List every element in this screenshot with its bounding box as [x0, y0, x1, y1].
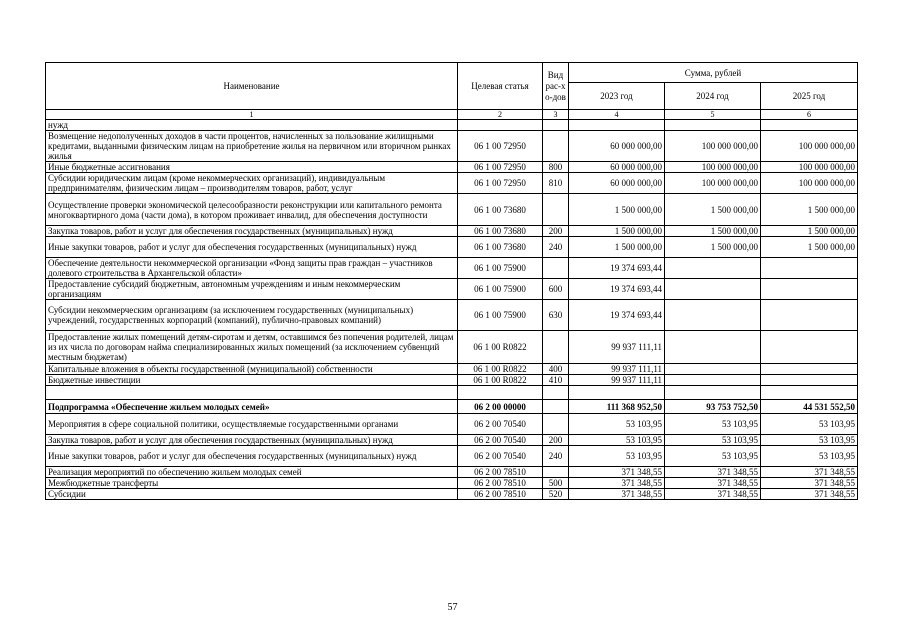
- row-expense-kind: 240: [543, 237, 569, 258]
- table-body: [46, 120, 858, 500]
- table-row: [46, 446, 858, 467]
- row-sum-2025: 371 348,55: [761, 478, 858, 489]
- page-number: 57: [447, 602, 458, 613]
- row-target-article: [458, 120, 543, 131]
- row-expense-kind: [543, 386, 569, 400]
- row-sum-2023: 99 937 111,11: [569, 331, 665, 364]
- row-sum-2023: 19 374 693,44: [569, 258, 665, 279]
- row-sum-2023: 99 937 111,11: [569, 364, 665, 375]
- row-target-article: 06 2 00 78510: [458, 478, 543, 489]
- row-expense-kind: 240: [543, 446, 569, 467]
- header-year-2025: 2025 год: [761, 83, 858, 110]
- row-sum-2023: 371 348,55: [569, 467, 665, 478]
- row-sum-2023: 99 937 111,11: [569, 375, 665, 386]
- row-sum-2024: [665, 300, 761, 331]
- row-expense-kind: 520: [543, 489, 569, 500]
- row-expense-kind: [543, 467, 569, 478]
- row-expense-kind: 810: [543, 173, 569, 194]
- row-expense-kind: [543, 414, 569, 435]
- row-sum-2024: [665, 258, 761, 279]
- table-row: [46, 226, 858, 237]
- row-name: Капитальные вложения в объекты государственной (муниципальной) собственности: [46, 364, 458, 375]
- row-expense-kind: 200: [543, 435, 569, 446]
- header-expense-kind: Вид рас-хо-дов: [543, 63, 569, 110]
- row-expense-kind: [543, 194, 569, 226]
- row-sum-2023: 19 374 693,44: [569, 279, 665, 300]
- column-number: 2: [458, 110, 543, 120]
- row-sum-2024: 100 000 000,00: [665, 173, 761, 194]
- row-name: Иные закупки товаров, работ и услуг для обеспечения государственных (муниципальных) нужд: [46, 237, 458, 258]
- table-row: [46, 435, 858, 446]
- row-target-article: 06 1 00 73680: [458, 237, 543, 258]
- row-expense-kind: 200: [543, 226, 569, 237]
- table-row: [46, 478, 858, 489]
- row-sum-2025: 100 000 000,00: [761, 131, 858, 162]
- header-sum: Сумма, рублей: [569, 63, 858, 83]
- row-name: Закупка товаров, работ и услуг для обеспечения государственных (муниципальных) нужд: [46, 435, 458, 446]
- row-sum-2025: 371 348,55: [761, 489, 858, 500]
- row-sum-2025: 53 103,95: [761, 446, 858, 467]
- column-number: 5: [665, 110, 761, 120]
- row-sum-2024: [665, 364, 761, 375]
- row-sum-2023: 60 000 000,00: [569, 173, 665, 194]
- row-sum-2023: 1 500 000,00: [569, 237, 665, 258]
- row-target-article: 06 2 00 70540: [458, 446, 543, 467]
- row-name: Предоставление субсидий бюджетным, автономным учреждениям и иным некоммерческим организациям: [46, 279, 458, 300]
- row-target-article: 06 1 00 73680: [458, 226, 543, 237]
- row-sum-2024: [665, 375, 761, 386]
- row-name: Субсидии юридическим лицам (кроме некоммерческих организаций), индивидуальным предпринимателям, физическим лицам – производителям товаров, работ, услуг: [46, 173, 458, 194]
- row-name: Мероприятия в сфере социальной политики, осуществляемые государственными органами: [46, 414, 458, 435]
- row-sum-2024: 371 348,55: [665, 467, 761, 478]
- row-name: Возмещение недополученных доходов в части процентов, начисленных за пользование жилищными кредитами, выданными физическим лицам на приобретение жилья на первичном или вторичном рынках жилья: [46, 131, 458, 162]
- row-target-article: 06 1 00 R0822: [458, 375, 543, 386]
- row-sum-2025: [761, 258, 858, 279]
- row-expense-kind: 800: [543, 162, 569, 173]
- row-sum-2023: [569, 386, 665, 400]
- row-sum-2024: 93 753 752,50: [665, 400, 761, 414]
- table-row: [46, 467, 858, 478]
- column-number: 4: [569, 110, 665, 120]
- row-sum-2023: 53 103,95: [569, 414, 665, 435]
- table-row: [46, 331, 858, 364]
- row-sum-2023: 19 374 693,44: [569, 300, 665, 331]
- row-sum-2023: 371 348,55: [569, 489, 665, 500]
- table-row: [46, 400, 858, 414]
- row-expense-kind: 500: [543, 478, 569, 489]
- table-row: [46, 194, 858, 226]
- row-expense-kind: 400: [543, 364, 569, 375]
- row-name: Субсидии: [46, 489, 458, 500]
- row-target-article: 06 1 00 R0822: [458, 364, 543, 375]
- row-sum-2025: 53 103,95: [761, 414, 858, 435]
- row-sum-2025: 44 531 552,50: [761, 400, 858, 414]
- row-sum-2025: 53 103,95: [761, 435, 858, 446]
- row-sum-2024: 53 103,95: [665, 414, 761, 435]
- row-sum-2025: [761, 120, 858, 131]
- row-name: Реализация мероприятий по обеспечению жильем молодых семей: [46, 467, 458, 478]
- row-expense-kind: 410: [543, 375, 569, 386]
- budget-table: [45, 62, 858, 500]
- row-name: Межбюджетные трансферты: [46, 478, 458, 489]
- table-row: [46, 375, 858, 386]
- column-number: 6: [761, 110, 858, 120]
- table-row: [46, 414, 858, 435]
- row-name: Подпрограмма «Обеспечение жильем молодых семей»: [46, 400, 458, 414]
- row-sum-2025: [761, 386, 858, 400]
- row-sum-2024: [665, 331, 761, 364]
- row-name: Бюджетные инвестиции: [46, 375, 458, 386]
- row-sum-2025: [761, 279, 858, 300]
- header-year-2024: 2024 год: [665, 83, 761, 110]
- row-name: [46, 386, 458, 400]
- row-target-article: 06 1 00 72950: [458, 162, 543, 173]
- table-row: [46, 120, 858, 131]
- row-sum-2023: 111 368 952,50: [569, 400, 665, 414]
- table-row: [46, 237, 858, 258]
- row-target-article: [458, 386, 543, 400]
- table-row: [46, 173, 858, 194]
- row-name: Предоставление жилых помещений детям-сиротам и детям, оставшимся без попечения родителей, лицам из их числа по договорам найма специализированных жилых помещений (за исключением субвенций местным бюджетам): [46, 331, 458, 364]
- row-sum-2025: [761, 375, 858, 386]
- row-target-article: 06 2 00 70540: [458, 435, 543, 446]
- row-name: Обеспечение деятельности некоммерческой организации «Фонд защиты прав граждан – участников долевого строительства в Архангельской области»: [46, 258, 458, 279]
- row-sum-2024: 100 000 000,00: [665, 162, 761, 173]
- row-sum-2024: 100 000 000,00: [665, 131, 761, 162]
- row-target-article: 06 1 00 73680: [458, 194, 543, 226]
- row-sum-2025: 100 000 000,00: [761, 162, 858, 173]
- row-expense-kind: [543, 120, 569, 131]
- table-row: [46, 162, 858, 173]
- row-target-article: 06 1 00 75900: [458, 300, 543, 331]
- table-row: [46, 489, 858, 500]
- table-row: [46, 258, 858, 279]
- row-sum-2024: 1 500 000,00: [665, 194, 761, 226]
- row-target-article: 06 1 00 75900: [458, 258, 543, 279]
- table-row: [46, 300, 858, 331]
- row-sum-2023: 371 348,55: [569, 478, 665, 489]
- row-target-article: 06 2 00 78510: [458, 467, 543, 478]
- row-expense-kind: 600: [543, 279, 569, 300]
- row-sum-2023: 1 500 000,00: [569, 226, 665, 237]
- header-year-2023: 2023 год: [569, 83, 665, 110]
- row-sum-2024: [665, 386, 761, 400]
- row-expense-kind: [543, 400, 569, 414]
- row-sum-2024: 53 103,95: [665, 435, 761, 446]
- row-name: Иные закупки товаров, работ и услуг для обеспечения государственных (муниципальных) нужд: [46, 446, 458, 467]
- row-name: Осуществление проверки экономической целесообразности реконструкции или капитального ремонта многоквартирного дома (части дома), в котором проживает инвалид, для обеспечения доступности: [46, 194, 458, 226]
- row-expense-kind: [543, 131, 569, 162]
- row-sum-2025: [761, 331, 858, 364]
- header-name: Наименование: [46, 63, 458, 110]
- row-target-article: 06 1 00 R0822: [458, 331, 543, 364]
- row-target-article: 06 2 00 78510: [458, 489, 543, 500]
- column-number: 1: [46, 110, 458, 120]
- row-target-article: 06 1 00 72950: [458, 173, 543, 194]
- row-sum-2024: 371 348,55: [665, 478, 761, 489]
- row-name: нужд: [46, 120, 458, 131]
- row-sum-2023: 1 500 000,00: [569, 194, 665, 226]
- row-sum-2025: 1 500 000,00: [761, 194, 858, 226]
- row-sum-2023: 53 103,95: [569, 435, 665, 446]
- row-name: Закупка товаров, работ и услуг для обеспечения государственных (муниципальных) нужд: [46, 226, 458, 237]
- column-number: 3: [543, 110, 569, 120]
- row-sum-2025: 100 000 000,00: [761, 173, 858, 194]
- row-target-article: 06 1 00 75900: [458, 279, 543, 300]
- table-row: [46, 364, 858, 375]
- row-sum-2025: 371 348,55: [761, 467, 858, 478]
- row-sum-2025: 1 500 000,00: [761, 226, 858, 237]
- row-expense-kind: [543, 331, 569, 364]
- row-sum-2024: 53 103,95: [665, 446, 761, 467]
- row-name: Субсидии некоммерческим организациям (за исключением государственных (муниципальных) учреждений, государственных корпораций (компаний), публично-правовых компаний): [46, 300, 458, 331]
- table-row: [46, 386, 858, 400]
- row-sum-2024: 1 500 000,00: [665, 237, 761, 258]
- column-number-row: [46, 110, 858, 120]
- row-target-article: 06 2 00 70540: [458, 414, 543, 435]
- row-sum-2024: 371 348,55: [665, 489, 761, 500]
- row-expense-kind: 630: [543, 300, 569, 331]
- row-sum-2023: 60 000 000,00: [569, 162, 665, 173]
- row-sum-2024: [665, 120, 761, 131]
- row-sum-2023: 53 103,95: [569, 446, 665, 467]
- row-sum-2024: 1 500 000,00: [665, 226, 761, 237]
- row-target-article: 06 2 00 00000: [458, 400, 543, 414]
- row-expense-kind: [543, 258, 569, 279]
- row-target-article: 06 1 00 72950: [458, 131, 543, 162]
- row-sum-2025: [761, 364, 858, 375]
- table-row: [46, 131, 858, 162]
- row-sum-2025: [761, 300, 858, 331]
- row-sum-2024: [665, 279, 761, 300]
- row-name: Иные бюджетные ассигнования: [46, 162, 458, 173]
- row-sum-2023: 60 000 000,00: [569, 131, 665, 162]
- row-sum-2025: 1 500 000,00: [761, 237, 858, 258]
- row-sum-2023: [569, 120, 665, 131]
- header-target-article: Целевая статья: [458, 63, 543, 110]
- table-row: [46, 279, 858, 300]
